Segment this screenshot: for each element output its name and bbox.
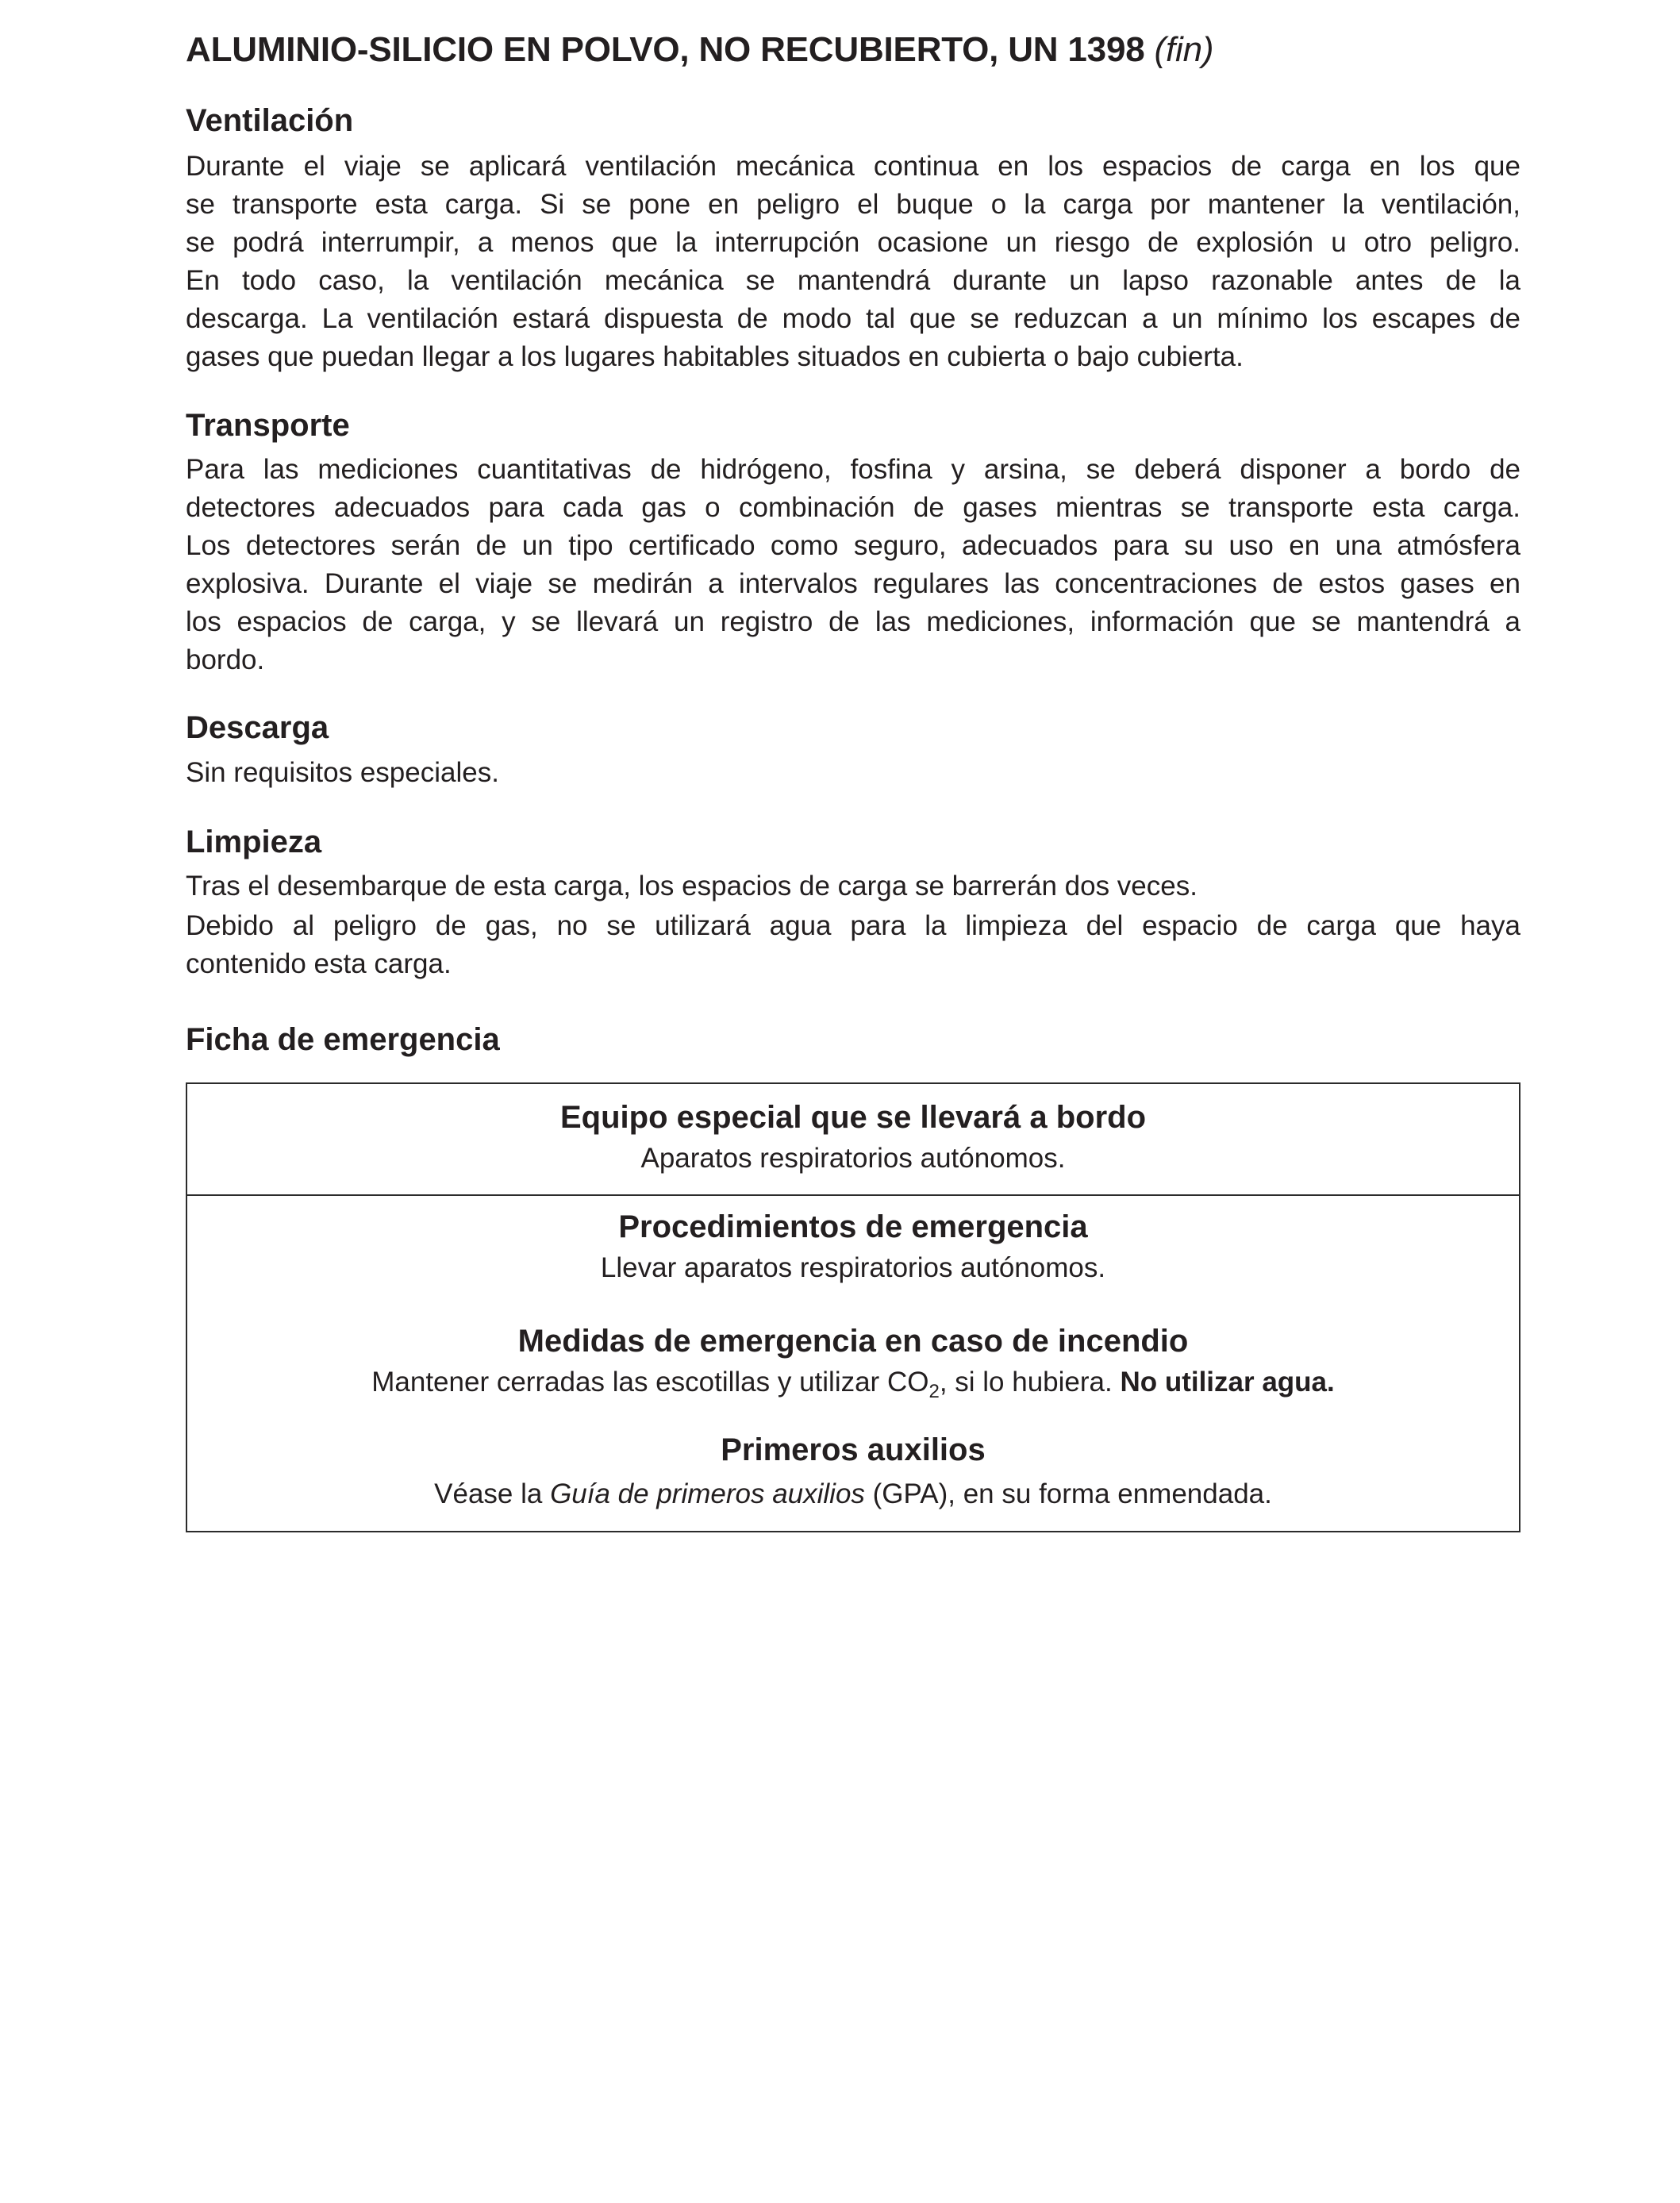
auxilios-text-before: Véase la (434, 1478, 551, 1509)
procedimientos-title: Procedimientos de emergencia (618, 1209, 1088, 1244)
text-line: Durante el viaje se aplicará ventilación mecánica continua en los espacios de carga en los que (186, 151, 1520, 182)
text-line: detectores adecuados para cada gas o combinación de gases mientras se transporte esta carga. (186, 492, 1520, 523)
table-divider (187, 1194, 1519, 1196)
paragraph-limpieza-1 (186, 867, 1520, 905)
text-line: contenido esta carga. (186, 948, 452, 979)
text-line: descarga. La ventilación estará dispuesta de modo tal que se reduzcan a un mínimo los escapes de (186, 303, 1520, 334)
co2-subscript: 2 (928, 1381, 940, 1402)
heading-ficha-emergencia: Ficha de emergencia (186, 1022, 500, 1057)
incendio-text-after: , si lo hubiera. (939, 1367, 1121, 1398)
procedimientos-text: Llevar aparatos respiratorios autónomos. (600, 1252, 1106, 1283)
equipo-title: Equipo especial que se llevará a bordo (559, 1100, 1147, 1135)
emergency-schedule-box (186, 1082, 1520, 1532)
paragraph-descarga (186, 754, 1520, 792)
text-line: Para las mediciones cuantitativas de hidrógeno, fosfina y arsina, se deberá disponer a bordo de (186, 454, 1520, 485)
heading-transporte: Transporte (186, 408, 350, 443)
paragraph-ventilacion (186, 148, 1520, 376)
auxilios-title: Primeros auxilios (721, 1432, 986, 1467)
heading-ventilacion: Ventilación (186, 103, 354, 138)
text-line: Tras el desembarque de esta carga, los espacios de carga se barrerán dos veces. (186, 871, 1198, 902)
auxilios-text-after: (GPA), en su forma enmendada. (864, 1478, 1272, 1509)
incendio-title: Medidas de emergencia en caso de incendio (517, 1324, 1189, 1359)
text-line: En todo caso, la ventilación mecánica se mantendrá durante un lapso razonable antes de la (186, 265, 1520, 296)
incendio-warning: No utilizar agua. (1120, 1367, 1335, 1398)
text-line: Sin requisitos especiales. (186, 757, 499, 788)
section-procedimientos (187, 1208, 1519, 1287)
equipo-text: Aparatos respiratorios autónomos. (640, 1143, 1066, 1174)
text-line: gases que puedan llegar a los lugares habitables situados en cubierta o bajo cubierta. (186, 341, 1244, 372)
text-line: se transporte esta carga. Si se pone en peligro el buque o la carga por mantener la ventilación, (186, 189, 1520, 220)
title-suffix: (fin) (1154, 30, 1214, 69)
text-line: Debido al peligro de gas, no se utilizará agua para la limpieza del espacio de carga que haya (186, 910, 1520, 941)
text-line: explosiva. Durante el viaje se medirán a intervalos regulares las concentraciones de estos gases en (186, 568, 1520, 599)
paragraph-transporte (186, 451, 1520, 679)
heading-descarga: Descarga (186, 710, 329, 745)
section-equipo (187, 1098, 1519, 1178)
title-main: ALUMINIO-SILICIO EN POLVO, NO RECUBIERTO, UN 1398 (186, 30, 1145, 69)
text-line: bordo. (186, 644, 265, 675)
incendio-text (187, 1363, 1519, 1401)
section-incendio (187, 1322, 1519, 1401)
text-line: Los detectores serán de un tipo certificado como seguro, adecuados para su uso en una atmósfera (186, 530, 1520, 561)
section-primeros-auxilios (187, 1431, 1519, 1513)
guide-reference: Guía de primeros auxilios (550, 1478, 865, 1509)
text-line: los espacios de carga, y se llevará un registro de las mediciones, información que se mantendrá a (186, 606, 1520, 637)
incendio-text-before: Mantener cerradas las escotillas y utilizar CO (371, 1367, 929, 1398)
auxilios-text (187, 1475, 1519, 1513)
page-title (186, 30, 1213, 70)
heading-limpieza: Limpieza (186, 825, 322, 859)
text-line: se podrá interrumpir, a menos que la interrupción ocasione un riesgo de explosión u otro peligro. (186, 227, 1520, 258)
paragraph-limpieza-2 (186, 907, 1520, 983)
